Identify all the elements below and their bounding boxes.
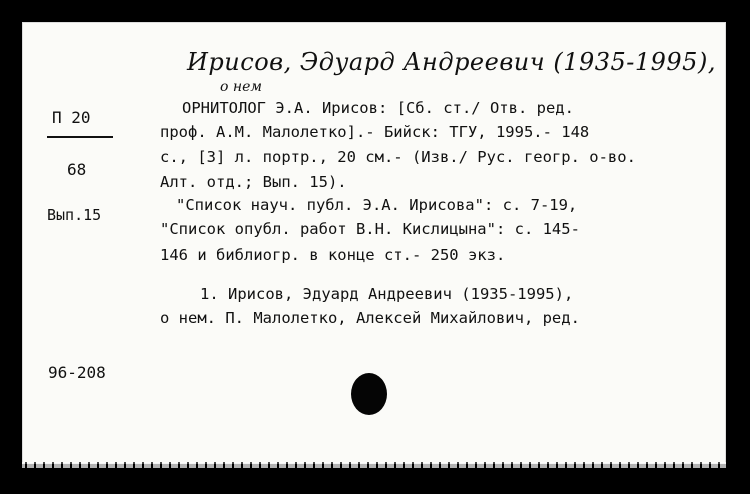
body-line: 146 и библиогр. в конце ст.- 250 экз. bbox=[160, 246, 506, 264]
body-line: ОРНИТОЛОГ Э.А. Ирисов: [Сб. ст./ Отв. ред. bbox=[182, 99, 574, 117]
subject-tracing-line: о нем. П. Малолетко, Алексей Михайлович, ред. bbox=[160, 309, 580, 327]
body-line: с., [3] л. портр., 20 см.- (Изв./ Рус. геогр. о-во. bbox=[160, 148, 636, 166]
call-number-line-2: 68 bbox=[67, 160, 87, 179]
call-number-line-3: Вып.15 bbox=[47, 206, 102, 224]
body-line: Алт. отд.; Вып. 15). bbox=[160, 173, 347, 191]
accession-number: 96-208 bbox=[48, 363, 106, 382]
body-line: проф. А.М. Малолетко].- Бийск: ТГУ, 1995.- 148 bbox=[160, 123, 590, 141]
handwritten-heading: Ирисов, Эдуард Андреевич (1935-1995), bbox=[187, 48, 716, 76]
call-number-line-1: П 20 bbox=[52, 108, 91, 127]
card-bottom-edge bbox=[22, 462, 726, 468]
body-line: "Список опубл. работ В.Н. Кислицына": с. 145- bbox=[160, 220, 580, 238]
body-line: "Список науч. публ. Э.А. Ирисова": с. 7-19, bbox=[176, 196, 578, 214]
punch-hole bbox=[351, 373, 387, 415]
call-number-divider bbox=[47, 136, 113, 138]
subject-tracing-line: 1. Ирисов, Эдуард Андреевич (1935-1995), bbox=[200, 285, 574, 303]
handwritten-subheading: о нем bbox=[220, 79, 262, 95]
